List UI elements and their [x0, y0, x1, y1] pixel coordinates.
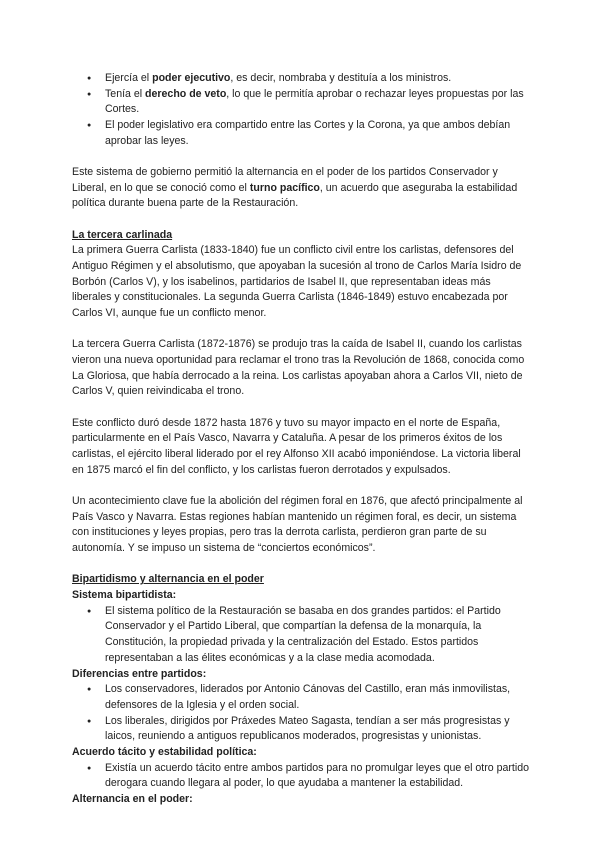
paragraph: Este conflicto duró desde 1872 hasta 1876 y tuvo su mayor impacto en el norte de España, particularmente en el País Vasco, Navarra y Cataluña. A pesar de los primeros éxitos de los carlistas, el ejército liberal liderado por el rey Alfonso XII acabó imponiéndose. La victoria liberal en 1875 marcó el fin del conflicto, y los carlistas fueron derrotados y expulsados. [72, 416, 521, 476]
acuerdo-list [72, 761, 532, 792]
diferencias-list [72, 682, 532, 745]
paragraph: La tercera Guerra Carlista (1872-1876) se produjo tras la caída de Isabel II, cuando los carlistas vieron una nueva oportunidad para reclamar el trono tras la Revolución de 1868, conocida como La Gloriosa, que había derrocado a la reina. Los carlistas apoyaban ahora a Carlos VII, nieto de Carlos V, quien reivindicaba el trono. [72, 338, 525, 398]
turno-pacifico-paragraph: Este sistema de gobierno permitió la alternancia en el poder de los partidos Conservador y Liberal, en lo que se conoció como el turno pacífico, un acuerdo que aseguraba la estabilidad política durante buena parte de la Restauración. [72, 166, 518, 210]
sistema-list [72, 604, 532, 667]
subheading-sistema: Sistema bipartidista: [72, 588, 177, 601]
list-item: ● Ejercía el poder ejecutivo, es decir, nombraba y destituía a los ministros. [72, 71, 532, 87]
list-item: ● Los liberales, dirigidos por Práxedes Mateo Sagasta, tendían a ser más progresistas y laicos, reuniendo a antiguos republicanos moderados, progresistas y unionistas. [72, 714, 532, 745]
list-item: ● Tenía el derecho de veto, lo que le permitía aprobar o rechazar leyes propuestas por las Cortes. [72, 87, 532, 118]
section-heading-bipartidismo: Bipartidismo y alternancia en el poder [72, 573, 264, 586]
paragraph: La primera Guerra Carlista (1833-1840) fue un conflicto civil entre los carlistas, defensores del Antiguo Régimen y el absolutismo, que apoyaban la sucesión al trono de Carlos María Isidro de Borbón (Carlos V), y los isabelinos, partidarios de Isabel II, que representaban ideas más liberales y constitucionales. La segunda Guerra Carlista (1846-1849) estuvo encabezada por Carlos VI, aunque fue un conflicto menor. [72, 244, 522, 320]
subheading-diferencias: Diferencias entre partidos: [72, 667, 207, 680]
list-item: ● El poder legislativo era compartido entre las Cortes y la Corona, ya que ambos debían aprobar las leyes. [72, 118, 532, 149]
document-body [72, 71, 532, 808]
section-heading-carlinada: La tercera carlinada [72, 228, 173, 241]
paragraph: Un acontecimiento clave fue la abolición del régimen foral en 1876, que afectó principalmente al País Vasco y Navarra. Estas regiones habían mantenido un régimen foral, es decir, un sistema con instituciones y leyes propias, pero tras la derrota carlista, perdieron gran parte de su autonomía. Y se impuso un sistema de “conciertos económicos”. [72, 494, 523, 555]
list-item: ● Los conservadores, liderados por Antonio Cánovas del Castillo, eran más inmovilistas, defensores de la Iglesia y el orden social. [72, 682, 532, 713]
list-item: ● Existía un acuerdo tácito entre ambos partidos para no promulgar leyes que el otro partido derogara cuando llegara al poder, lo que ayudaba a mantener la estabilidad. [72, 761, 532, 792]
subheading-acuerdo: Acuerdo tácito y estabilidad política: [72, 746, 257, 759]
corona-powers-list [72, 71, 532, 150]
list-item: ● El sistema político de la Restauración se basaba en dos grandes partidos: el Partido Conservador y el Partido Liberal, que compartían la defensa de la monarquía, la Constitución, la propiedad privada y la centralización del Estado. Estos partidos representaban a las élites económicas y a la clase media acomodada. [72, 604, 532, 667]
subheading-alternancia: Alternancia en el poder: [72, 793, 193, 806]
